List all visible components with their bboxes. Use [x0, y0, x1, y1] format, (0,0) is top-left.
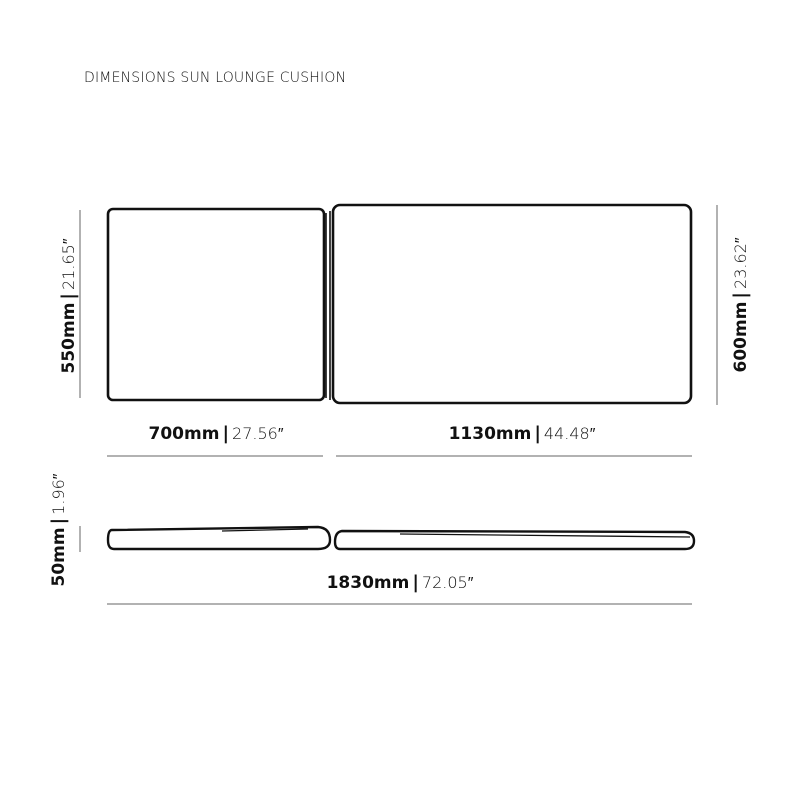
back-cushion-top-view: [108, 209, 324, 400]
back-cushion-side-view: [108, 527, 330, 549]
hinge-top-view: [326, 211, 330, 400]
total-length-label: 1830mm | 72.05″: [326, 572, 474, 593]
seat-cushion-side-view: [335, 531, 694, 549]
seat-cushion-side-seam: [400, 534, 690, 537]
thickness-label: 50mm|1.96″: [48, 473, 69, 587]
back-height-label: 550mm|21.65″: [58, 238, 79, 374]
seat-length-label: 1130mm | 44.48″: [448, 423, 596, 444]
seat-height-label: 600mm|23.62″: [730, 237, 751, 373]
seat-cushion-top-view: [333, 205, 691, 403]
diagram-title: DIMENSIONS SUN LOUNGE CUSHION: [84, 70, 347, 86]
back-length-label: 700mm | 27.56″: [148, 423, 284, 444]
